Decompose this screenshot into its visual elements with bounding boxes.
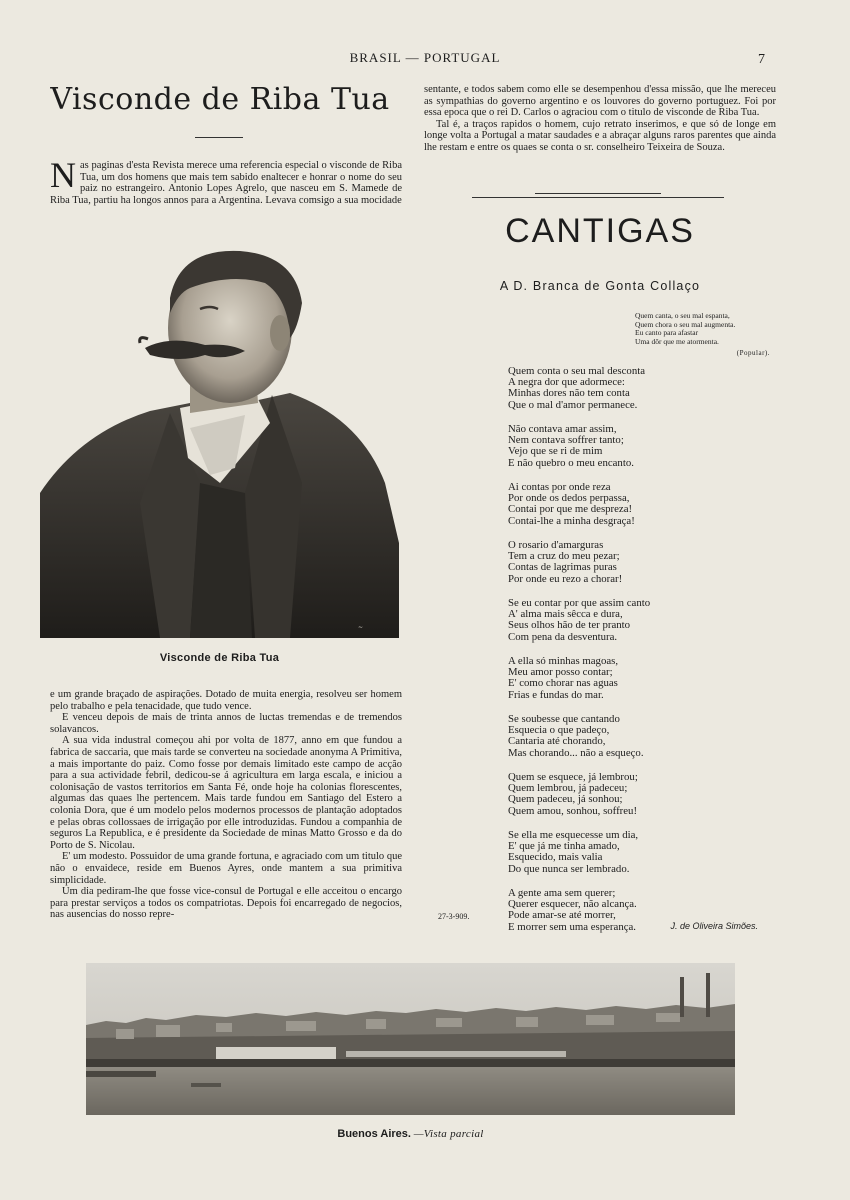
poem-line: Se eu contar por que assim canto: [508, 597, 651, 609]
poem-line: Contas de lagrimas puras: [508, 561, 617, 574]
body-paragraph: E venceu depois de mais de trinta annos de luctas tremendas e de tremendos solavancos.: [50, 712, 402, 735]
poem-stanza: [508, 656, 748, 701]
body-paragraph: E' um modesto. Possuidor de uma grande fortuna, e agraciado com um titulo que não o envaidece, reside em Buenos Ayres, onde mantem a sua primitiva simplicidade.: [50, 851, 402, 886]
poem-line: Frias e fundas do mar.: [508, 688, 604, 701]
poem-stanza: [508, 714, 748, 759]
title-rule: [195, 137, 243, 138]
poem-line: Cantaria até chorando,: [508, 735, 606, 748]
buenos-aires-panorama-photo: [86, 963, 735, 1115]
poem-line: Esquecido, mais valia: [508, 851, 603, 864]
article-title: Visconde de Riba Tua: [50, 82, 390, 117]
poem-line: E morrer sem uma esperança.: [508, 920, 637, 933]
poem-body: [508, 366, 748, 946]
poem-dedication: A D. Branca de Gonta Collaço: [499, 279, 701, 293]
poem-line: Vejo que se ri de mim: [508, 445, 603, 458]
epigraph-line: Uma dôr que me atormenta.: [635, 336, 719, 346]
poem-stanza: [508, 540, 748, 585]
poem-stanza: [508, 772, 748, 817]
article-body: [50, 689, 402, 921]
poem-line: Tem a cruz do meu pezar;: [508, 550, 620, 563]
poem-line: A gente ama sem querer;: [508, 887, 616, 899]
body-paragraph: A sua vida industral começou ahi por volta de 1877, anno em que fundou a fabrica de saccaria, que mais tarde se converteu na sociedade anonyma A Primitiva, a mais importante do paiz. Como fosse por demais limitado este campo de acção para a sua actividade febril, dedicou-se á agricultura em larga escala, e iniciou a colonisação de vastos territorios em Santa Fé, onde hoje ha colonias florescentes, algumas das quaes lhe pertencem. Mais tarde fundou em Santiago del Estero a colonia Dora, que é um modelo pelos modernos processos de plantação adoptados e pelas obras collossaes de irrigação por elle introduzidas. Fundou a companhia de seguros La Republica, e é presidente da Sociedade de minas Matto Grosso e da do Porto de S. Nicolau.: [50, 735, 402, 851]
section-rule-short: [535, 193, 661, 194]
poem-stanza: [508, 424, 748, 469]
portrait-caption: Visconde de Riba Tua: [159, 652, 280, 664]
poem-line: Se ella me esquecesse um dia,: [508, 829, 639, 841]
poem-title: CANTIGAS: [505, 212, 695, 250]
poem-epigraph: [635, 312, 770, 346]
poem-line: Meu amor posso contar;: [508, 666, 613, 679]
poem-signature: J. de Oliveira Simões.: [670, 921, 758, 931]
poem-line: Pode amar-se até morrer,: [508, 909, 616, 922]
body-paragraph: Um dia pediram-lhe que fosse vice-consul de Portugal e elle acceitou o encargo para prestar serviços a todos os compatriotas. Depois foi encarregado de negocios, nas ausencias do nosso repre-: [50, 886, 402, 921]
poem-line: Querer esquecer, não alcança.: [508, 898, 637, 911]
poem-line: Quem conta o seu mal desconta: [508, 365, 646, 377]
poem-line: Do que nunca ser lembrado.: [508, 862, 630, 875]
poem-line: Esquecia o que padeço,: [508, 724, 610, 737]
poem-line: Por onde eu rezo a chorar!: [508, 572, 623, 585]
epigraph-line: Eu canto para afastar: [635, 328, 699, 337]
panorama-caption-subtitle: —Vista parcial: [413, 1128, 484, 1140]
svg-text:~: ~: [358, 624, 364, 631]
epigraph-line: Quem chora o seu mal augmenta.: [635, 319, 736, 329]
drop-cap: N: [50, 155, 76, 195]
poem-line: E não quebro o meu encanto.: [508, 456, 634, 469]
poem-line: Que o mal d'amor permanece.: [508, 398, 638, 411]
poem-line: Não contava amar assim,: [508, 423, 617, 435]
poem-line: Minhas dores não tem conta: [508, 387, 630, 400]
poem-line: A' alma mais sêcca e dura,: [508, 608, 623, 621]
poem-stanza: [508, 366, 748, 411]
running-head: BRASIL — PORTUGAL: [349, 50, 501, 65]
body-paragraph: e um grande braçado de aspirações. Dotado de muita energia, resolveu ser homem pelo trabalho e pela tenacidade, que tudo vence.: [50, 689, 402, 712]
poem-line: A ella só minhas magoas,: [508, 655, 619, 667]
poem-line: Nem contava soffrer tanto;: [508, 434, 624, 447]
intro-text: as paginas d'esta Revista merece uma referencia especial o visconde de Riba Tua, um dos homens que mais tem sabido enaltecer e honrar o nome do seu paiz no estrangeiro. Antonio Lopes Agrelo, que nasceu em S. Mamede de Riba Tua, partiu ha longos annos para a Argentina. Levava comsigo a sua mocidade: [50, 160, 402, 206]
continuation-paragraph: Tal é, a traços rapidos o homem, cujo retrato inserimos, e que só de longe em longe volta a Portugal a matar saudades e a abraçar alguns raros parentes que ainda lhe restam e entre os quaes se conta o sr. conselheiro Teixeira de Souza.: [424, 118, 776, 153]
panorama-caption: [86, 1128, 735, 1140]
poem-line: Contai por que me despreza!: [508, 503, 633, 516]
poem-line: Se soubesse que cantando: [508, 713, 620, 725]
poem-date: 27-3-909.: [438, 912, 470, 921]
epigraph-line: Quem canta, o seu mal espanta,: [635, 311, 730, 320]
epigraph-source: (Popular).: [736, 349, 770, 357]
poem-line: Mas chorando... não a esqueço.: [508, 746, 644, 759]
poem-line: E' que já me tinha amado,: [508, 840, 620, 853]
poem-line: Quem padeceu, já sonhou;: [508, 793, 623, 806]
section-rule-long: [472, 197, 724, 198]
portrait-photo: [40, 243, 399, 638]
poem-line: Quem se esquece, já lembrou;: [508, 771, 638, 783]
poem-line: Seus olhos hão de ter pranto: [508, 619, 631, 632]
poem-line: A negra dor que adormece:: [508, 376, 625, 389]
article-intro: [50, 155, 402, 206]
poem-stanza: [508, 598, 748, 643]
poem-line: Por onde os dedos perpassa,: [508, 492, 630, 505]
article-continuation: [424, 84, 776, 154]
poem-line: O rosario d'amarguras: [508, 539, 604, 551]
poem-line: Quem lembrou, já padeceu;: [508, 782, 628, 795]
poem-line: Contai-lhe a minha desgraça!: [508, 514, 635, 527]
continuation-paragraph: sentante, e todos sabem como elle se desempenhou d'essa missão, que lhe mereceu as sympathias do governo argentino e os louvores do governo portuguez. Foi por essa epoca que o rei D. Carlos o agraciou com o titulo de visconde de Riba Tua.: [424, 84, 776, 119]
poem-line: Com pena da desventura.: [508, 630, 618, 643]
poem-line: Quem amou, sonhou, soffreu!: [508, 804, 638, 817]
poem-line: E' como chorar nas aguas: [508, 677, 618, 690]
poem-stanza: [508, 830, 748, 875]
poem-stanza: [508, 482, 748, 527]
panorama-caption-title: Buenos Aires.: [337, 1128, 411, 1140]
page-number: 7: [758, 52, 765, 67]
poem-line: Ai contas por onde reza: [508, 481, 611, 493]
